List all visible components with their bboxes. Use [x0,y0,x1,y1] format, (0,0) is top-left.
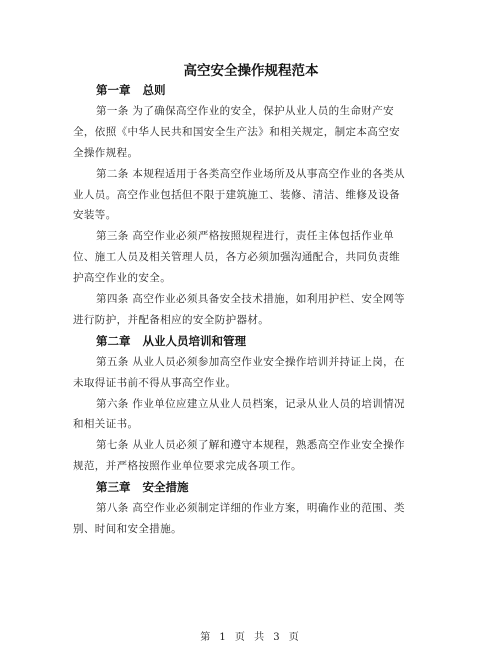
article-7 [73,435,433,477]
chapter-title: 总则 [142,83,166,97]
article-1 [73,101,433,164]
chapter-heading-2 [96,331,433,352]
chapter-number: 第三章 [96,480,131,495]
article-line: 第三条 高空作业必须严格按照规程进行，责任主体包括作业单 [96,230,395,243]
article-line: 第二条 本规程适用于各类高空作业场所及从事高空作业的各类从 [96,167,405,180]
page-number-footer: 第 1 页 共 3 页 [200,632,302,643]
article-line: 别、时间和安全措施。 [73,523,182,536]
chapter-heading-1 [96,80,433,101]
article-2 [73,164,433,227]
article-line: 进行防护，并配备相应的安全防护器材。 [73,313,270,326]
article-line: 位、施工人员及相关管理人员，各方必须加强沟通配合，共同负责维 [73,251,400,264]
article-line: 第七条 从业人员必须了解和遵守本规程，熟悉高空作业安全操作 [96,439,405,452]
article-line: 业人员。高空作业包括但不限于建筑施工、装修、清洁、维修及设备 [73,188,400,201]
article-line: 第八条 高空作业必须制定详细的作业方案，明确作业的范围、类 [96,502,405,515]
chapter-title: 安全措施 [142,480,189,495]
article-4 [73,289,433,331]
article-8 [73,498,433,540]
article-line: 全操作规程。 [73,146,139,159]
article-line: 全，依照《中华人民共和国安全生产法》和相关规定，制定本高空安 [73,125,400,138]
article-line: 和相关证书。 [73,418,139,431]
article-line: 规范，并严格按照作业单位要求完成各项工作。 [73,460,302,473]
document-body [73,80,433,540]
article-line: 第一条 为了确保高空作业的安全，保护从业人员的生命财产安 [96,105,395,117]
article-line: 安装等。 [73,209,117,222]
chapter-title: 从业人员培训和管理 [142,333,246,348]
article-line: 第五条 从业人员必须参加高空作业安全操作培训并持证上岗，在 [96,355,405,368]
chapter-number: 第一章 [96,83,131,97]
article-6 [73,394,433,436]
article-3 [73,226,433,289]
document-title: 高空安全操作规程范本 [183,63,319,79]
article-5 [73,352,433,394]
article-line: 护高空作业的安全。 [73,272,172,285]
article-line: 第四条 高空作业必须具备安全技术措施，如利用护栏、安全网等 [96,293,405,306]
article-line: 第六条 作业单位应建立从业人员档案，记录从业人员的培训情况 [96,397,405,410]
chapter-number: 第二章 [96,333,131,348]
chapter-heading-3 [96,477,433,498]
article-line: 未取得证书前不得从事高空作业。 [73,376,237,389]
